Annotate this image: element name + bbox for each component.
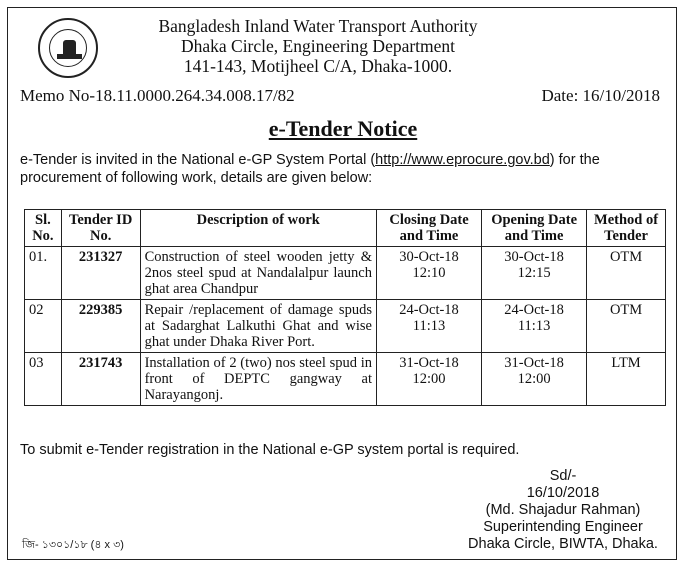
submit-note: To submit e-Tender registration in the National e-GP system portal is required. <box>20 442 520 458</box>
eprocure-link[interactable]: http://www.eprocure.gov.bd <box>375 152 550 168</box>
closing-date: 31-Oct-18 <box>399 355 459 371</box>
table-row <box>25 300 666 353</box>
notice-title: e-Tender Notice <box>268 116 418 141</box>
row-closing <box>376 353 481 406</box>
row-opening <box>482 300 587 353</box>
memo-number: Memo No-18.11.0000.264.34.008.17/82 <box>20 86 295 105</box>
intro-text-after: ) for the procurement of following work, details are given below: <box>20 152 600 186</box>
opening-time: 11:13 <box>517 318 551 334</box>
intro-text-before: e-Tender is invited in the National e-GP System Portal ( <box>20 152 376 168</box>
signature-date: 16/10/2018 <box>526 485 600 501</box>
table-header-row <box>25 210 666 247</box>
closing-date: 30-Oct-18 <box>399 249 459 265</box>
row-closing <box>376 300 481 353</box>
seal-inner-ring <box>49 29 87 67</box>
row-tender-id: 231327 <box>61 247 140 300</box>
signatory-name: (Md. Shajadur Rahman) <box>485 502 641 518</box>
row-description: Construction of steel wooden jetty & 2nos steel spud at Nandalalpur launch ghat area Chandpur <box>140 247 376 300</box>
authority-name: Bangladesh Inland Water Transport Authority <box>158 16 478 36</box>
row-method: OTM <box>587 247 666 300</box>
signature-sd: Sd/- <box>549 468 577 484</box>
header-tender-id: Tender ID No. <box>61 210 140 247</box>
signatory-office: Dhaka Circle, BIWTA, Dhaka. <box>468 536 658 552</box>
biwta-seal-logo <box>38 18 98 78</box>
row-sl: 01. <box>25 247 62 300</box>
department-name: Dhaka Circle, Engineering Department <box>180 36 456 56</box>
row-tender-id: 231743 <box>61 353 140 406</box>
row-sl: 03 <box>25 353 62 406</box>
authority-address: 141-143, Motijheel C/A, Dhaka-1000. <box>183 56 453 76</box>
row-method: LTM <box>587 353 666 406</box>
closing-time: 12:10 <box>412 265 446 281</box>
header-method: Method of Tender <box>587 210 666 247</box>
authority-header <box>108 16 528 76</box>
closing-date: 24-Oct-18 <box>399 302 459 318</box>
row-description: Installation of 2 (two) nos steel spud in front of DEPTC gangway at Narayangonj. <box>140 353 376 406</box>
opening-time: 12:15 <box>517 265 551 281</box>
tender-table <box>24 209 666 406</box>
opening-date: 24-Oct-18 <box>504 302 564 318</box>
row-tender-id: 229385 <box>61 300 140 353</box>
signatory-designation: Superintending Engineer <box>483 519 643 535</box>
opening-time: 12:00 <box>517 371 551 387</box>
signature-block <box>458 468 668 553</box>
row-opening <box>482 247 587 300</box>
print-reference: জি- ১৩০১/১৮ (৪ x ৩) <box>22 539 124 551</box>
header-description: Description of work <box>140 210 376 247</box>
header-opening: Opening Date and Time <box>482 210 587 247</box>
row-opening <box>482 353 587 406</box>
opening-date: 30-Oct-18 <box>504 249 564 265</box>
seal-base-bar <box>57 54 82 59</box>
table-row <box>25 247 666 300</box>
row-sl: 02 <box>25 300 62 353</box>
intro-paragraph <box>20 151 665 187</box>
closing-time: 12:00 <box>412 371 446 387</box>
row-method: OTM <box>587 300 666 353</box>
opening-date: 31-Oct-18 <box>504 355 564 371</box>
table-row <box>25 353 666 406</box>
header-closing: Closing Date and Time <box>376 210 481 247</box>
row-closing <box>376 247 481 300</box>
header-sl: Sl. No. <box>25 210 62 247</box>
tender-notice-page <box>7 7 677 560</box>
seal-emblem-icon <box>63 40 76 54</box>
closing-time: 11:13 <box>412 318 446 334</box>
row-description: Repair /replacement of damage spuds at Sadarghat Lalkuthi Ghat and wise ghat under Dhaka River Port. <box>140 300 376 353</box>
memo-date: Date: 16/10/2018 <box>541 86 660 105</box>
